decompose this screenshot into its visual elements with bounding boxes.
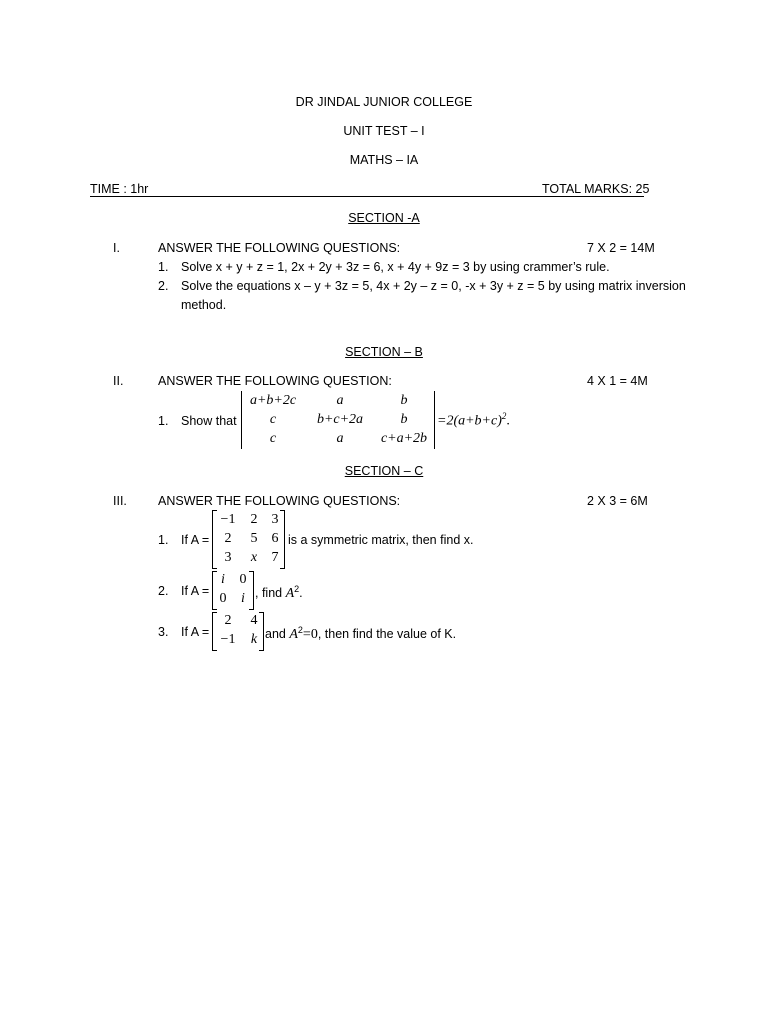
matrix-cell: 0 bbox=[239, 572, 247, 587]
determinant bbox=[241, 391, 435, 449]
section-c-roman: III. bbox=[113, 494, 127, 508]
question-suffix: is a symmetric matrix, then find x. bbox=[288, 533, 474, 547]
matrix-cell: −1 bbox=[220, 512, 236, 527]
rhs-end: . bbox=[506, 413, 510, 429]
section-a-marks: 7 X 2 = 14M bbox=[587, 241, 655, 255]
det-cell: b bbox=[400, 412, 408, 427]
question-prefix: Show that bbox=[181, 414, 237, 428]
matrix-cell: 3 bbox=[224, 550, 232, 565]
section-a-title: SECTION -A bbox=[348, 211, 420, 225]
question-text: Solve the equations x – y + 3z = 5, 4x + 2y – z = 0, -x + 3y + z = 5 by using matrix inversion bbox=[181, 279, 686, 293]
question-prefix: If A = bbox=[181, 584, 210, 598]
matrix-cell: 2 bbox=[224, 531, 232, 546]
question-prefix: If A = bbox=[181, 533, 210, 547]
det-cell: b+c+2a bbox=[316, 412, 364, 427]
matrix-cell: 3 bbox=[271, 512, 279, 527]
math-exponent: 2 bbox=[297, 625, 303, 635]
matrix-cell: 5 bbox=[250, 531, 258, 546]
total-marks: TOTAL MARKS: 25 bbox=[542, 182, 650, 196]
math-exponent: 2 bbox=[294, 584, 300, 594]
suffix-end: , then find the value of K. bbox=[317, 627, 457, 642]
suffix-text: , find bbox=[255, 586, 283, 601]
det-cell: c bbox=[269, 412, 277, 427]
section-b-roman: II. bbox=[113, 374, 124, 388]
matrix-cell: 0 bbox=[219, 591, 227, 606]
det-cell: a bbox=[336, 393, 344, 408]
test-title: UNIT TEST – I bbox=[343, 124, 425, 138]
matrix-cell: i bbox=[241, 591, 245, 606]
det-cell: b bbox=[400, 393, 408, 408]
section-b-instruction: ANSWER THE FOLLOWING QUESTION: bbox=[158, 374, 392, 388]
subject-title: MATHS – IA bbox=[349, 153, 419, 167]
rhs-expression: =2(a+b+c) bbox=[437, 413, 502, 429]
question-number: 3. bbox=[158, 625, 169, 639]
section-a-instruction: ANSWER THE FOLLOWING QUESTIONS: bbox=[158, 241, 401, 255]
matrix-cell: i bbox=[221, 572, 225, 587]
matrix-cell: x bbox=[250, 550, 258, 565]
question-prefix: If A = bbox=[181, 625, 210, 639]
question-number: 1. bbox=[158, 414, 169, 428]
matrix-cell: 2 bbox=[250, 512, 258, 527]
question-number: 2. bbox=[158, 584, 169, 598]
question-text-continued: method. bbox=[181, 298, 227, 312]
section-b-title: SECTION – B bbox=[345, 345, 423, 359]
det-cell: a bbox=[336, 431, 344, 446]
section-c-marks: 2 X 3 = 6M bbox=[587, 494, 648, 508]
college-name: DR JINDAL JUNIOR COLLEGE bbox=[295, 95, 473, 109]
section-b-marks: 4 X 1 = 4M bbox=[587, 374, 648, 388]
math-equals: =0 bbox=[302, 627, 318, 643]
section-c-instruction: ANSWER THE FOLLOWING QUESTIONS: bbox=[158, 494, 401, 508]
det-cell: c+a+2b bbox=[380, 431, 428, 446]
question-suffix bbox=[255, 584, 303, 602]
suffix-end: . bbox=[299, 586, 303, 601]
time-label: TIME : 1hr bbox=[90, 182, 149, 196]
det-cell: c bbox=[269, 431, 277, 446]
matrix-cell: k bbox=[250, 632, 258, 647]
question-number: 2. bbox=[158, 279, 169, 293]
question-number: 1. bbox=[158, 533, 169, 547]
matrix-cell: −1 bbox=[220, 632, 236, 647]
suffix-text: and bbox=[265, 627, 286, 642]
section-c-title: SECTION – C bbox=[344, 464, 424, 478]
matrix-cell: 2 bbox=[224, 613, 232, 628]
det-cell: a+b+2c bbox=[249, 393, 297, 408]
question-number: 1. bbox=[158, 260, 169, 274]
matrix-cell: 4 bbox=[250, 613, 258, 628]
question-suffix bbox=[265, 625, 456, 643]
determinant-rhs bbox=[437, 411, 510, 430]
math-variable: A bbox=[289, 627, 298, 643]
rhs-exponent: 2 bbox=[501, 411, 507, 421]
section-a-roman: I. bbox=[113, 241, 120, 255]
question-text: Solve x + y + z = 1, 2x + 2y + 3z = 6, x + 4y + 9z = 3 by using crammer’s rule. bbox=[181, 260, 610, 274]
math-variable: A bbox=[285, 586, 295, 602]
matrix-cell: 7 bbox=[271, 550, 279, 565]
matrix-cell: 6 bbox=[271, 531, 279, 546]
